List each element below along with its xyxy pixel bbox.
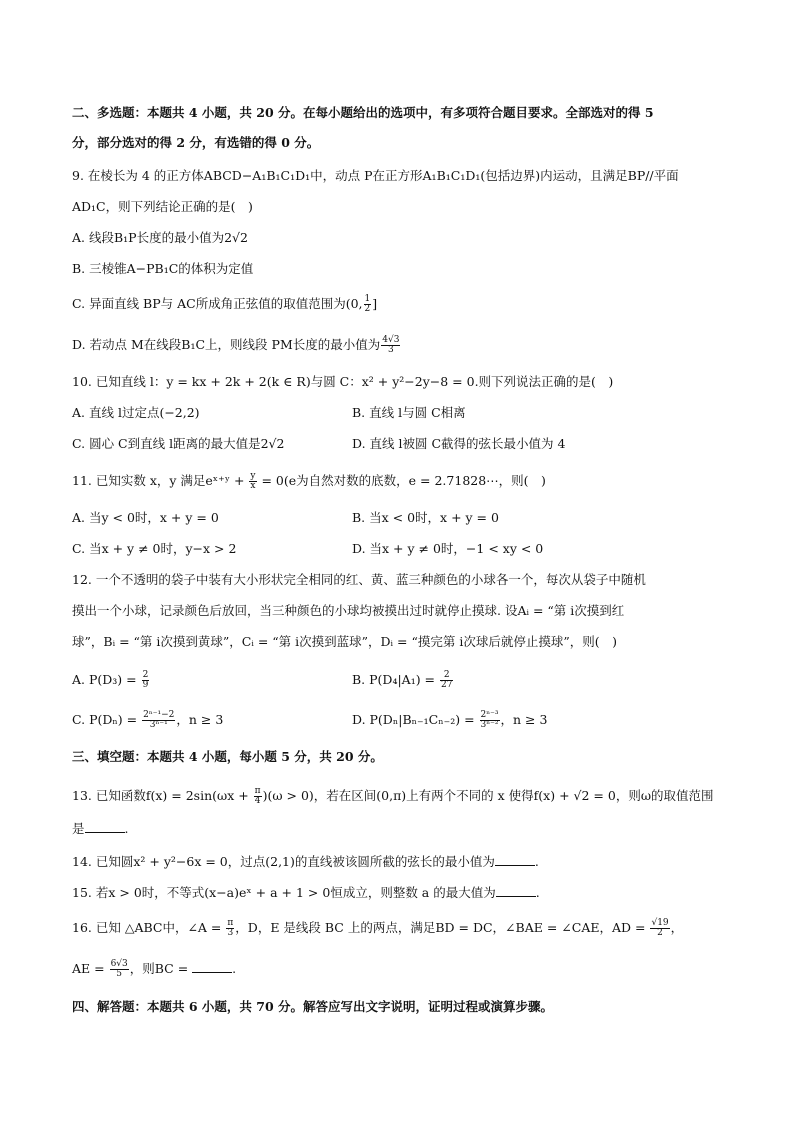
q16-stem-line2: AE = $\frac{6√3}{5}$ ，则BC = . (72, 959, 237, 979)
fraction: $\frac{6√3}{5}$ (110, 959, 128, 979)
answer-blank (496, 884, 536, 897)
q11-option-b: B. 当x < 0时，x + y = 0 (352, 510, 499, 525)
q12-option-c: C. P(Dₙ) = $\frac{\text{2ⁿ⁻¹−2}}{\text{3ⁿ⁻¹}}$ ，n ≥ 3 (72, 710, 224, 730)
fraction: $\frac{y}{x}$ (250, 471, 256, 491)
section-2-heading-line2: 分，部分选对的得 2 分，有选错的得 0 分。 (72, 135, 320, 150)
q10-option-b: B. 直线 l与圆 C相离 (352, 405, 466, 420)
q9-stem-line2: AD₁C，则下列结论正确的是( ) (72, 199, 253, 214)
q9-option-b: B. 三棱锥A−PB₁C的体积为定值 (72, 261, 254, 276)
q12-option-a: A. P(D₃) = $\frac{2}{9}$ (72, 670, 149, 690)
q12-option-d: D. P(Dₙ|Bₙ₋₁Cₙ₋₂) = $\frac{\text{2ⁿ⁻³}}{\text{3ⁿ⁻²}}$ ，n ≥ 3 (352, 710, 548, 730)
fraction: $\frac{\text{2ⁿ⁻¹−2}}{\text{3ⁿ⁻¹}}$ (143, 710, 175, 730)
q14-stem: 14. 已知圆x² + y²−6x = 0，过点(2,1)的直线被该圆所截的弦长的最小值为 . (72, 854, 539, 869)
section-2-heading-line1: 二、多选题：本题共 4 小题，共 20 分。在每小题给出的选项中，有多项符合题目要求。全部选对的得 5 (72, 105, 654, 120)
fraction: $\frac{2}{27}$ (441, 670, 453, 690)
q11-stem: 11. 已知实数 x，y 满足eˣ⁺ʸ + $\frac{y}{x}$ = 0(e为自然对数的底数，e = 2.71828⋯，则( ) (72, 471, 546, 491)
q9-option-a: A. 线段B₁P长度的最小值为2√2 (72, 230, 248, 245)
q15-stem: 15. 若x > 0时，不等式(x−a)eˣ + a + 1 > 0恒成立，则整数 a 的最大值为 . (72, 885, 540, 900)
q13-stem-line2: 是 . (72, 821, 129, 836)
q12-stem-line2: 摸出一个小球，记录颜色后放回，当三种颜色的小球均被摸出过时就停止摸球. 设Aᵢ = “第 i次摸到红 (72, 603, 625, 618)
q11-option-a: A. 当y < 0时，x + y = 0 (72, 510, 219, 525)
q13-stem-line1: 13. 已知函数f(x) = 2sin(ωx + $\frac{\pi}{4}$ )(ω > 0)，若在区间(0,π)上有两个不同的 x 使得f(x) + √2 = 0，则ω的取值范围 (72, 786, 714, 806)
fraction: $\frac{2}{9}$ (142, 670, 149, 690)
fraction: $\frac{\pi}{3}$ (227, 918, 234, 938)
q10-stem: 10. 已知直线 l：y = kx + 2k + 2(k ∈ R)与圆 C：x² + y²−2y−8 = 0.则下列说法正确的是( ) (72, 374, 614, 389)
answer-blank (495, 853, 535, 866)
q12-stem-line1: 12. 一个不透明的袋子中装有大小形状完全相同的红、黄、蓝三种颜色的小球各一个，每次从袋子中随机 (72, 572, 646, 587)
q9-stem-line1: 9. 在棱长为 4 的正方体ABCD−A₁B₁C₁D₁中，动点 P在正方形A₁B₁C₁D₁(包括边界)内运动，且满足BP//平面 (72, 168, 679, 183)
fraction: $\frac{\text{2ⁿ⁻³}}{\text{3ⁿ⁻²}}$ (480, 710, 499, 730)
q12-stem-line3: 球”，Bᵢ = “第 i次摸到黄球”，Cᵢ = “第 i次摸到蓝球”，Dᵢ = “摸完第 i次球后就停止摸球”，则( ) (72, 634, 617, 649)
section-3-heading: 三、填空题：本题共 4 小题，每小题 5 分，共 20 分。 (72, 749, 383, 764)
q16-stem-line1: 16. 已知 △ABC中，∠A = $\frac{\pi}{3}$ ，D，E 是线段 BC 上的两点，满足BD = DC，∠BAE = ∠CAE，AD = $\frac{√19}{2}$ ， (72, 918, 684, 938)
answer-blank (85, 820, 125, 833)
fraction: $\frac{1}{2}$ (364, 294, 371, 314)
q9-option-d: D. 若动点 M在线段B₁C上，则线段 PM长度的最小值为 $\frac{4√3}{3}$ (72, 335, 400, 355)
q12-option-b: B. P(D₄|A₁) = $\frac{2}{27}$ (352, 670, 453, 690)
q11-option-c: C. 当x + y ≠ 0时，y−x > 2 (72, 541, 237, 556)
q10-option-c: C. 圆心 C到直线 l距离的最大值是2√2 (72, 436, 285, 451)
fraction: $\frac{4√3}{3}$ (382, 335, 400, 355)
q9-option-c: C. 异面直线 BP与 AC所成角正弦值的取值范围为(0, $\frac{1}{2}$ ] (72, 294, 378, 314)
q10-option-a: A. 直线 l过定点(−2,2) (72, 405, 200, 420)
section-4-heading: 四、解答题：本题共 6 小题，共 70 分。解答应写出文字说明，证明过程或演算步骤。 (72, 999, 554, 1014)
q11-option-d: D. 当x + y ≠ 0时，−1 < xy < 0 (352, 541, 544, 556)
fraction: $\frac{\pi}{4}$ (254, 786, 261, 806)
q10-option-d: D. 直线 l被圆 C截得的弦长最小值为 4 (352, 436, 566, 451)
answer-blank (192, 960, 232, 973)
fraction: $\frac{√19}{2}$ (651, 918, 669, 938)
